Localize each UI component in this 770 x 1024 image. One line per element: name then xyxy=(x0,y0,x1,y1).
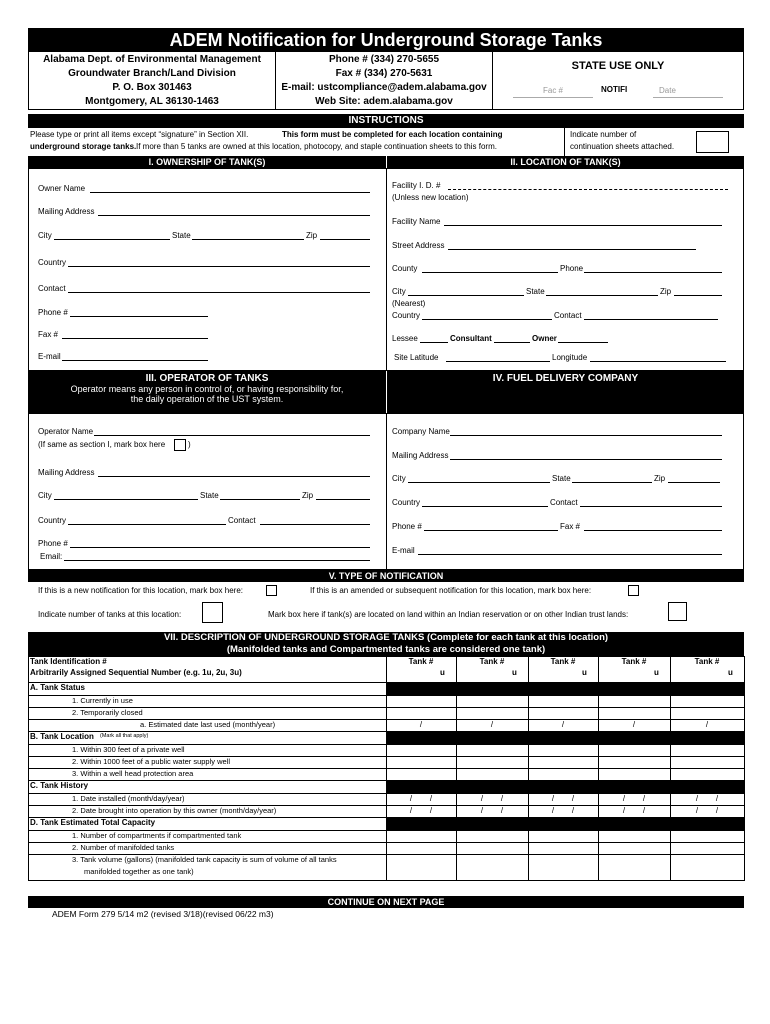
sec4-header: IV. FUEL DELIVERY COMPANY xyxy=(386,371,744,413)
operator-state-label: State xyxy=(200,491,219,500)
state-use-title: STATE USE ONLY xyxy=(571,60,665,72)
fuel-city-field[interactable] xyxy=(408,482,550,483)
location-phone-field[interactable] xyxy=(584,272,722,273)
tank-cell xyxy=(670,780,745,794)
date-slash: / / xyxy=(551,794,575,803)
date-slash: / xyxy=(490,720,494,729)
consultant-label: Consultant xyxy=(450,334,492,343)
tank-cell xyxy=(528,682,599,696)
amended-notification-label: If this is an amended or subsequent notification for this location, mark box here: xyxy=(310,586,592,595)
operator-mailing-label: Mailing Address xyxy=(38,468,95,477)
owner-name-field[interactable] xyxy=(90,192,370,193)
sec3-header xyxy=(28,371,386,413)
tank-number-header: Tank # xyxy=(621,657,647,666)
sec7-header1: VII. DESCRIPTION OF UNDERGROUND STORAGE TANKS (Complete for each tank at this location) xyxy=(163,632,609,643)
operator-contact-field[interactable] xyxy=(260,524,370,525)
date-slash: / / xyxy=(622,794,646,803)
tank-u-suffix: u xyxy=(512,668,517,677)
fuel-country-field[interactable] xyxy=(422,506,548,507)
operator-city-label: City xyxy=(38,491,52,500)
operator-country-label: Country xyxy=(38,516,67,525)
owner-zip-label: Zip xyxy=(306,231,318,240)
instructions-text2a: underground storage tanks. xyxy=(30,142,137,151)
state-use-fac: Fac # xyxy=(543,86,564,95)
fuel-contact-field[interactable] xyxy=(580,506,722,507)
date-slash: / / xyxy=(695,794,719,803)
tank-cell[interactable] xyxy=(456,854,529,881)
continuation-label1: Indicate number of xyxy=(570,130,637,139)
street-address-label: Street Address xyxy=(392,241,445,250)
arb-seq-label: Arbitrarily Assigned Sequential Number (e.g. 1u, 2u, 3u) xyxy=(30,668,242,677)
state-use-notifi: NOTIFI xyxy=(601,85,628,94)
site-latitude-field[interactable] xyxy=(446,361,550,362)
date-slash: / / xyxy=(409,794,433,803)
tank-cell[interactable] xyxy=(670,854,745,881)
location-country-field[interactable] xyxy=(422,319,552,320)
owner-name-label: Owner Name xyxy=(38,184,86,193)
instructions-header: INSTRUCTIONS xyxy=(28,114,744,128)
agency-line3: P. O. Box 301463 xyxy=(112,82,192,93)
fuel-mailing-label: Mailing Address xyxy=(392,451,449,460)
tank-cell xyxy=(386,780,457,794)
tank-row-label-d2: 2. Number of manifolded tanks xyxy=(72,843,175,852)
fuel-phone-field[interactable] xyxy=(424,530,558,531)
tank-row-label-b1: 1. Within 300 feet of a private well xyxy=(72,745,185,754)
tank-row-label-c-hist: C. Tank History xyxy=(30,781,89,790)
owner-zip-field[interactable] xyxy=(320,239,370,240)
lessee-label: Lessee xyxy=(392,334,418,343)
location-state-field[interactable] xyxy=(546,295,658,296)
owner-contact-field[interactable] xyxy=(68,292,370,293)
tank-row-label-a-status: A. Tank Status xyxy=(30,683,85,692)
company-name-label: Company Name xyxy=(392,427,450,436)
tank-cell xyxy=(528,817,599,831)
operator-mailing-field[interactable] xyxy=(98,476,370,477)
fuel-email-label: E-mail xyxy=(392,546,415,555)
tank-cell xyxy=(598,682,671,696)
indian-land-label: Mark box here if tank(s) are located on land within an Indian reservation or on other Indian trust lands: xyxy=(268,610,629,619)
site-latitude-label: Site Latitude xyxy=(394,353,439,362)
continue-bar: CONTINUE ON NEXT PAGE xyxy=(28,896,744,908)
location-country-label: Country xyxy=(392,311,421,320)
tank-u-suffix: u xyxy=(440,668,445,677)
tank-table xyxy=(28,656,744,900)
tank-cell xyxy=(598,817,671,831)
contact-email: E-mail: ustcompliance@adem.alabama.gov xyxy=(281,82,487,93)
location-city-label: City xyxy=(392,287,406,296)
owner-email-field[interactable] xyxy=(62,360,208,361)
location-state-label: State xyxy=(526,287,545,296)
tank-cell[interactable] xyxy=(528,854,599,881)
owner-city-field[interactable] xyxy=(54,239,170,240)
fuel-fax-field[interactable] xyxy=(584,530,722,531)
fuel-zip-label: Zip xyxy=(654,474,666,483)
date-slash: / xyxy=(561,720,565,729)
instructions-text2b: If more than 5 tanks are owned at this location, photocopy, and staple continuation sheets to this form. xyxy=(136,142,497,151)
tank-cell xyxy=(386,817,457,831)
location-contact-field[interactable] xyxy=(584,319,718,320)
facility-id-label: Facility I. D. # xyxy=(392,181,441,190)
tank-cell xyxy=(456,817,529,831)
sec3-title: III. OPERATOR OF TANKS xyxy=(145,373,269,384)
tank-row-label-d1: 1. Number of compartments if compartmented tank xyxy=(72,831,242,840)
operator-email-field[interactable] xyxy=(64,560,370,561)
tank-volume-label: 3. Tank volume (gallons) (manifolded tank capacity is sum of volume of all tanks xyxy=(72,855,337,864)
operator-city-field[interactable] xyxy=(54,499,198,500)
owner-state-label: State xyxy=(172,231,191,240)
tank-cell xyxy=(670,731,745,745)
form-title: ADEM Notification for Underground Storage Tanks xyxy=(28,28,744,52)
agency-block xyxy=(28,52,276,110)
tank-cell xyxy=(456,682,529,696)
fuel-state-field[interactable] xyxy=(572,482,652,483)
owner-phone-field[interactable] xyxy=(70,316,208,317)
new-notification-label: If this is a new notification for this location, mark box here: xyxy=(38,586,243,595)
tank-row-label-c2: 2. Date brought into operation by this owner (month/day/year) xyxy=(72,806,277,815)
fuel-email-field[interactable] xyxy=(418,554,722,555)
tank-number-header: Tank # xyxy=(408,657,434,666)
street-address-field[interactable] xyxy=(448,249,696,250)
tank-cell[interactable] xyxy=(598,854,671,881)
date-slash: / / xyxy=(480,794,504,803)
tank-cell xyxy=(670,682,745,696)
tank-row-label-a2a: a. Estimated date last used (month/year) xyxy=(140,720,276,729)
tank-cell xyxy=(386,682,457,696)
tank-cell xyxy=(670,817,745,831)
fuel-phone-label: Phone # xyxy=(392,522,422,531)
owner-contact-label: Contact xyxy=(38,284,66,293)
num-tanks-label: Indicate number of tanks at this location: xyxy=(38,610,182,619)
sec3-sub2: the daily operation of the UST system. xyxy=(130,394,284,404)
owner-fax-field[interactable] xyxy=(62,338,208,339)
date-slash: / / xyxy=(409,806,433,815)
date-slash: / / xyxy=(622,806,646,815)
date-slash: / xyxy=(632,720,636,729)
tank-number-header: Tank # xyxy=(479,657,505,666)
tank-number-header: Tank # xyxy=(694,657,720,666)
owner-mailing-label: Mailing Address xyxy=(38,207,95,216)
same-as-owner-checkbox[interactable] xyxy=(174,439,186,451)
date-slash: / / xyxy=(695,806,719,815)
tank-row-label-c1: 1. Date installed (month/day/year) xyxy=(72,794,185,803)
longitude-label: Longitude xyxy=(552,353,588,362)
fuel-city-label: City xyxy=(392,474,406,483)
nearest-note: (Nearest) xyxy=(392,299,426,308)
form-footer: ADEM Form 279 5/14 m2 (revised 3/18)(revised 06/22 m3) xyxy=(52,909,274,919)
operator-phone-label: Phone # xyxy=(38,539,68,548)
fuel-zip-field[interactable] xyxy=(668,482,720,483)
instructions-text1a: Please type or print all items except “signature” in Section XII. xyxy=(30,130,249,139)
tank-location-note: (Mark all that apply) xyxy=(100,733,149,739)
owner-mailing-field[interactable] xyxy=(98,215,370,216)
county-field[interactable] xyxy=(422,272,558,273)
agency-line2: Groundwater Branch/Land Division xyxy=(68,68,236,79)
facility-id-note: (Unless new location) xyxy=(392,193,469,202)
state-use-date: Date xyxy=(659,86,676,95)
tank-cell xyxy=(528,731,599,745)
tank-cell[interactable] xyxy=(386,854,457,881)
sec3-sub1: Operator means any person in control of, or having responsibility for, xyxy=(70,384,344,394)
tank-number-header: Tank # xyxy=(550,657,576,666)
agency-line4: Montgomery, AL 36130-1463 xyxy=(85,96,219,107)
tank-cell xyxy=(528,780,599,794)
num-tanks-box[interactable] xyxy=(202,602,223,623)
fuel-mailing-field[interactable] xyxy=(450,459,722,460)
longitude-field[interactable] xyxy=(590,361,726,362)
operator-name-field[interactable] xyxy=(94,435,370,436)
date-slash: / / xyxy=(480,806,504,815)
location-zip-field[interactable] xyxy=(674,295,722,296)
tank-u-suffix: u xyxy=(654,668,659,677)
instructions-text1b: This form must be completed for each location containing xyxy=(282,130,503,139)
facility-name-field[interactable] xyxy=(444,225,722,226)
fuel-country-label: Country xyxy=(392,498,421,507)
tank-row-label-b2: 2. Within 1000 feet of a public water supply well xyxy=(72,757,231,766)
owner-state-field[interactable] xyxy=(192,239,304,240)
tank-cell xyxy=(456,731,529,745)
tank-cell xyxy=(456,780,529,794)
date-slash: / xyxy=(419,720,423,729)
owner-city-label: City xyxy=(38,231,52,240)
operator-email-label: Email: xyxy=(40,552,63,561)
tank-row-label-a2: 2. Temporarily closed xyxy=(72,708,143,717)
sec1-header: I. OWNERSHIP OF TANK(S) xyxy=(28,156,386,168)
tank-row-label-a1: 1. Currently in use xyxy=(72,696,133,705)
tank-row-label-b3: 3. Within a well head protection area xyxy=(72,769,194,778)
operator-state-field[interactable] xyxy=(220,499,300,500)
contact-web: Web Site: adem.alabama.gov xyxy=(315,96,453,107)
operator-zip-label: Zip xyxy=(302,491,314,500)
fuel-contact-label: Contact xyxy=(550,498,578,507)
fuel-state-label: State xyxy=(552,474,571,483)
owner-email-label: E-mail xyxy=(38,352,61,361)
tank-u-suffix: u xyxy=(728,668,733,677)
sec7-header xyxy=(28,632,744,656)
operator-contact-label: Contact xyxy=(228,516,256,525)
owner-phone-label: Phone # xyxy=(38,308,68,317)
contact-phone: Phone # (334) 270-5655 xyxy=(328,54,440,65)
state-use-block xyxy=(492,52,744,110)
tank-id-label: Tank Identification # xyxy=(30,657,107,666)
tank-u-suffix: u xyxy=(582,668,587,677)
facility-name-label: Facility Name xyxy=(392,217,441,226)
tank-row-label-b-loc: B. Tank Location xyxy=(30,732,94,741)
county-label: County xyxy=(392,264,418,273)
owner-field[interactable] xyxy=(558,342,608,343)
agency-line1: Alabama Dept. of Environmental Management xyxy=(43,54,261,65)
contact-fax: Fax # (334) 270-5631 xyxy=(335,68,433,79)
owner-country-label: Country xyxy=(38,258,67,267)
date-slash: / / xyxy=(551,806,575,815)
tank-cell xyxy=(386,731,457,745)
location-phone-label: Phone xyxy=(560,264,584,273)
operator-zip-field[interactable] xyxy=(316,499,370,500)
operator-name-label: Operator Name xyxy=(38,427,94,436)
tank-row-label-d-cap: D. Tank Estimated Total Capacity xyxy=(30,818,156,827)
continuation-sheets-box[interactable] xyxy=(696,131,729,153)
same-as-close: ) xyxy=(188,440,191,449)
continuation-label2: continuation sheets attached. xyxy=(570,142,675,151)
location-contact-label: Contact xyxy=(554,311,582,320)
company-name-field[interactable] xyxy=(450,435,722,436)
fuel-fax-label: Fax # xyxy=(560,522,581,531)
facility-id-field[interactable] xyxy=(448,189,728,190)
indian-land-checkbox[interactable] xyxy=(668,602,687,621)
operator-country-field[interactable] xyxy=(68,524,226,525)
sec7-header2: (Manifolded tanks and Compartmented tanks are considered one tank) xyxy=(226,644,546,655)
lessee-field[interactable] xyxy=(420,342,448,343)
new-notification-checkbox[interactable] xyxy=(266,585,277,596)
owner-label: Owner xyxy=(532,334,557,343)
location-zip-label: Zip xyxy=(660,287,672,296)
location-city-field[interactable] xyxy=(408,295,524,296)
sec5-header: V. TYPE OF NOTIFICATION xyxy=(28,570,744,582)
consultant-field[interactable] xyxy=(494,342,530,343)
owner-country-field[interactable] xyxy=(68,266,370,267)
operator-phone-field[interactable] xyxy=(70,547,370,548)
tank-cell xyxy=(598,780,671,794)
date-slash: / xyxy=(705,720,709,729)
amended-notification-checkbox[interactable] xyxy=(628,585,639,596)
sec2-header: II. LOCATION OF TANK(S) xyxy=(386,156,744,168)
contact-block xyxy=(276,52,492,110)
owner-fax-label: Fax # xyxy=(38,330,59,339)
same-as-label: (If same as section I, mark box here xyxy=(38,440,166,449)
tank-cell xyxy=(598,731,671,745)
tank-volume-note: manifolded together as one tank) xyxy=(84,867,194,876)
